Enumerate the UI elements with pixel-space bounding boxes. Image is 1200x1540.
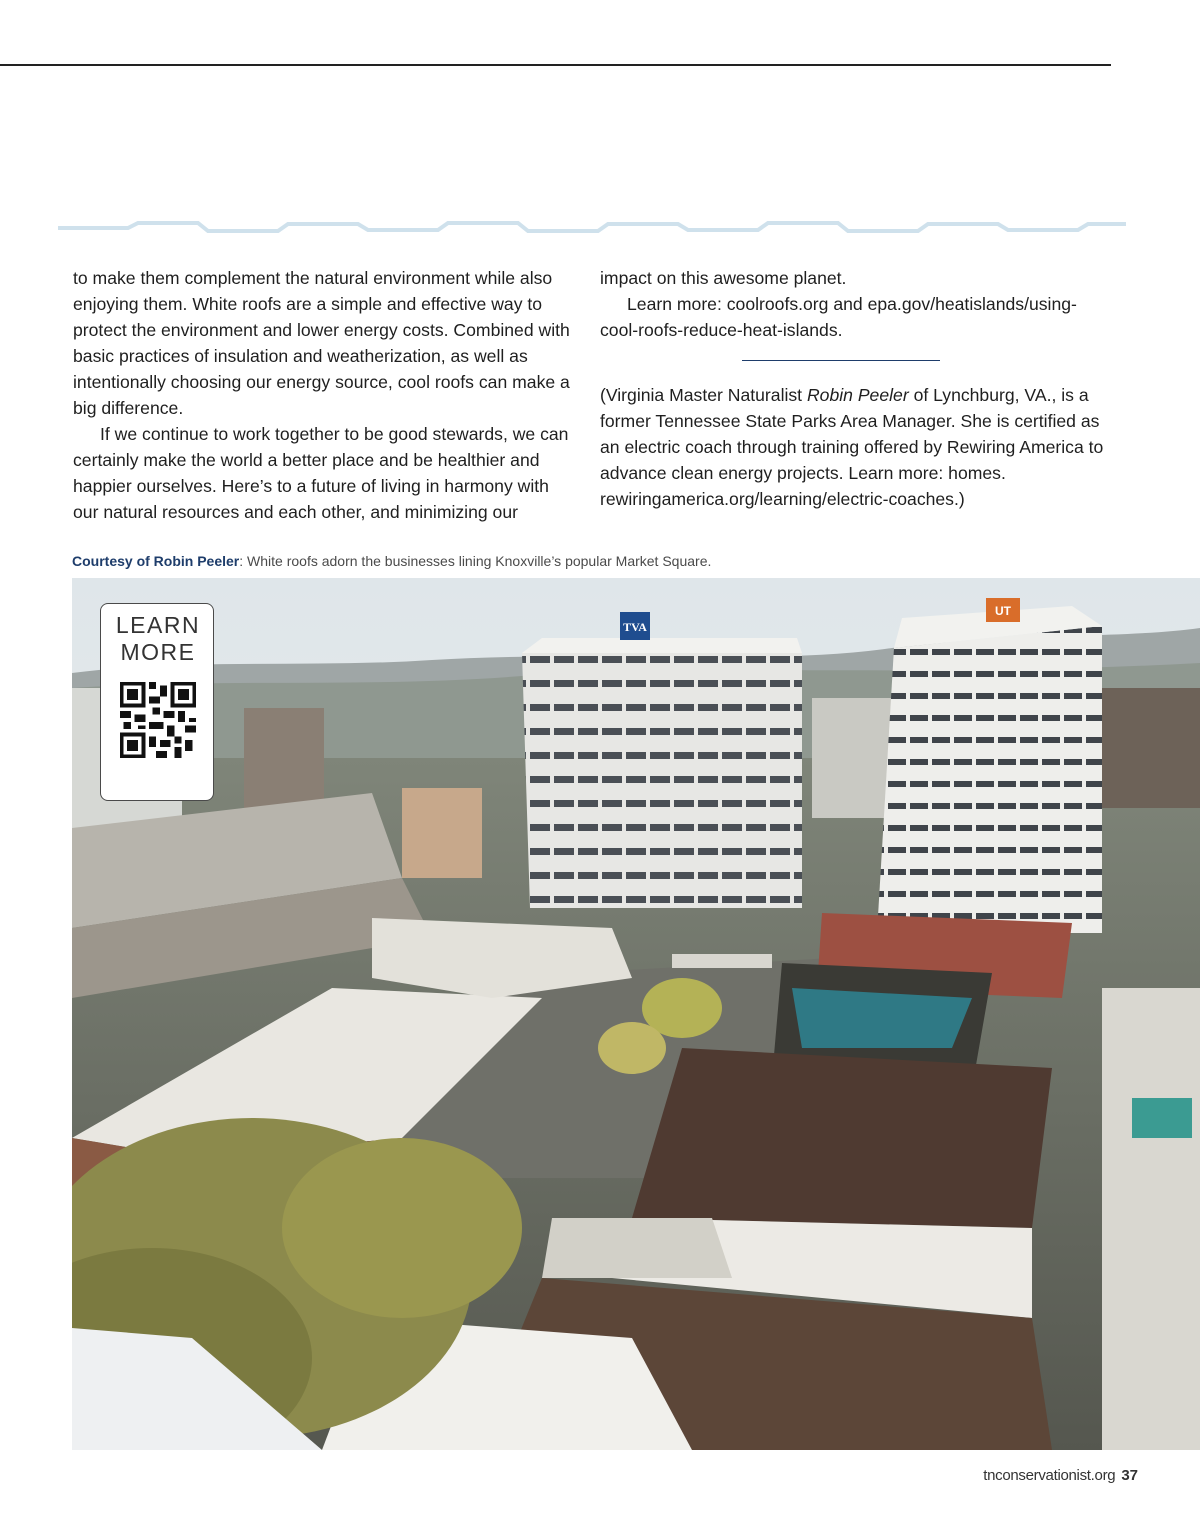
page-footer: [983, 1467, 1138, 1484]
zigzag-divider: [58, 218, 1126, 238]
author-name: Robin Peeler: [806, 385, 909, 405]
tva-sign: TVA: [623, 620, 647, 634]
ut-sign: UT: [995, 604, 1011, 618]
learn-more-label: [101, 612, 215, 666]
bio-text: (Virginia Master Naturalist: [600, 385, 807, 405]
bio-text: of Lynchburg, VA., is a former Tennessee State Parks Area Manager. She is certified as an electric coach through training offered by Rewiring America to advance clean energy projects. Learn more: homes. rewiringamerica.org/learning/electric-coaches.): [600, 385, 1104, 509]
paragraph: Learn more: coolroofs.org and epa.gov/heatislands/using-cool-roofs-reduce-heat-islands.: [600, 294, 1077, 340]
photo-caption: [72, 551, 711, 571]
paragraph: impact on this awesome planet.: [600, 268, 847, 288]
top-rule: [0, 64, 1111, 66]
caption-text: : White roofs adorn the businesses lining Knoxville’s popular Market Square.: [239, 553, 712, 569]
market-square-photo: [72, 578, 1200, 1450]
learn-more-box[interactable]: [100, 603, 214, 801]
bio-divider: [742, 360, 940, 361]
paragraph: to make them complement the natural environment while also enjoying them. White roofs are a simple and effective way to protect the environment and lower energy costs. Combined with basic practices of insulation and weatherization, as well as intentionally choosing our energy source, cool roofs can make a big difference.: [73, 268, 570, 418]
learn-more-line: MORE: [120, 639, 196, 665]
article-right-column: [600, 265, 1110, 512]
footer-site: tnconservationist.org: [983, 1467, 1116, 1484]
article-left-column: [73, 265, 578, 525]
paragraph: If we continue to work together to be good stewards, we can certainly make the world a better place and be healthier and happier ourselves. Here’s to a future of living in harmony with our natural resources and each other, and minimizing our: [73, 424, 569, 522]
page-number: 37: [1121, 1467, 1138, 1484]
learn-more-line: LEARN: [115, 612, 201, 638]
photo-credit: Courtesy of Robin Peeler: [72, 553, 240, 569]
qr-code-icon[interactable]: [120, 682, 196, 758]
author-bio: [600, 382, 1110, 512]
